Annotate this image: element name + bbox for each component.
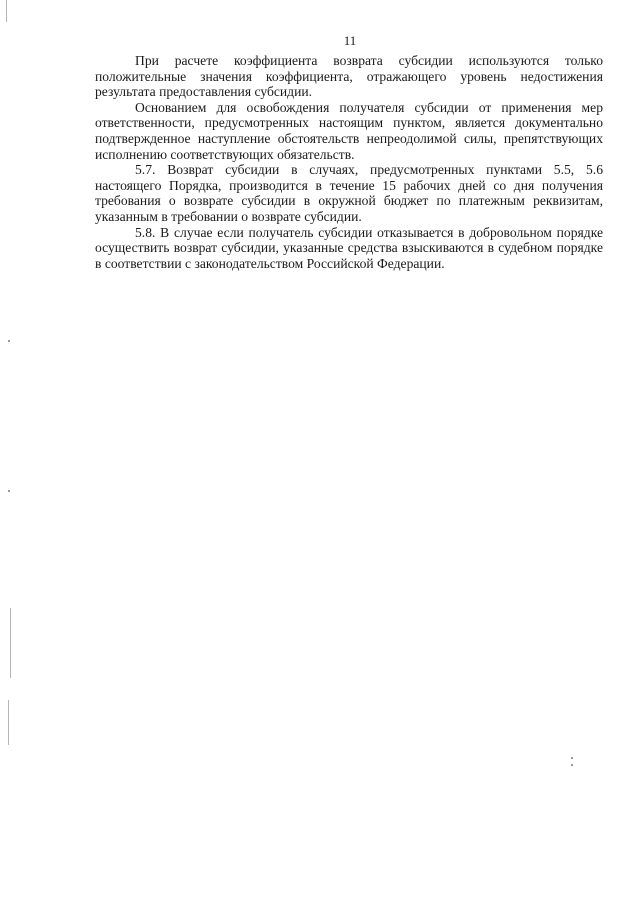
paragraph-3: 5.7. Возврат субсидии в случаях, предусмотренных пунктами 5.5, 5.6 настоящего Порядка, производится в течение 15 рабочих дней со дня получения требования о возврате субсидии в окружной бюджет по платежным реквизитам, указанным в требовании о возврате субсидии. bbox=[95, 162, 603, 224]
body-text bbox=[95, 53, 603, 271]
paragraph-2: Основанием для освобождения получателя субсидии от применения мер ответственности, предусмотренных настоящим пунктом, является документально подтвержденное наступление обстоятельств непреодолимой силы, препятствующих исполнению соответствующих обязательств. bbox=[95, 99, 603, 162]
paragraph-1: При расчете коэффициента возврата субсидии используются только положительные значения коэффициента, отражающего уровень недостижения результата предоставления субсидии. bbox=[95, 53, 603, 100]
paragraph-4: 5.8. В случае если получатель субсидии отказывается в добровольном порядке осуществить возврат субсидии, указанные средства взыскиваются в судебном порядке в соответствии с законодательством Российской Федерации. bbox=[95, 224, 603, 271]
scan-edge-mark bbox=[10, 608, 11, 678]
scan-dot bbox=[8, 340, 10, 342]
page-number: 11 bbox=[343, 33, 357, 48]
scan-edge-mark bbox=[6, 0, 7, 22]
scan-dot bbox=[571, 764, 573, 766]
scan-dot bbox=[571, 757, 573, 759]
scan-edge-mark bbox=[8, 700, 9, 745]
scan-dot bbox=[8, 490, 10, 492]
